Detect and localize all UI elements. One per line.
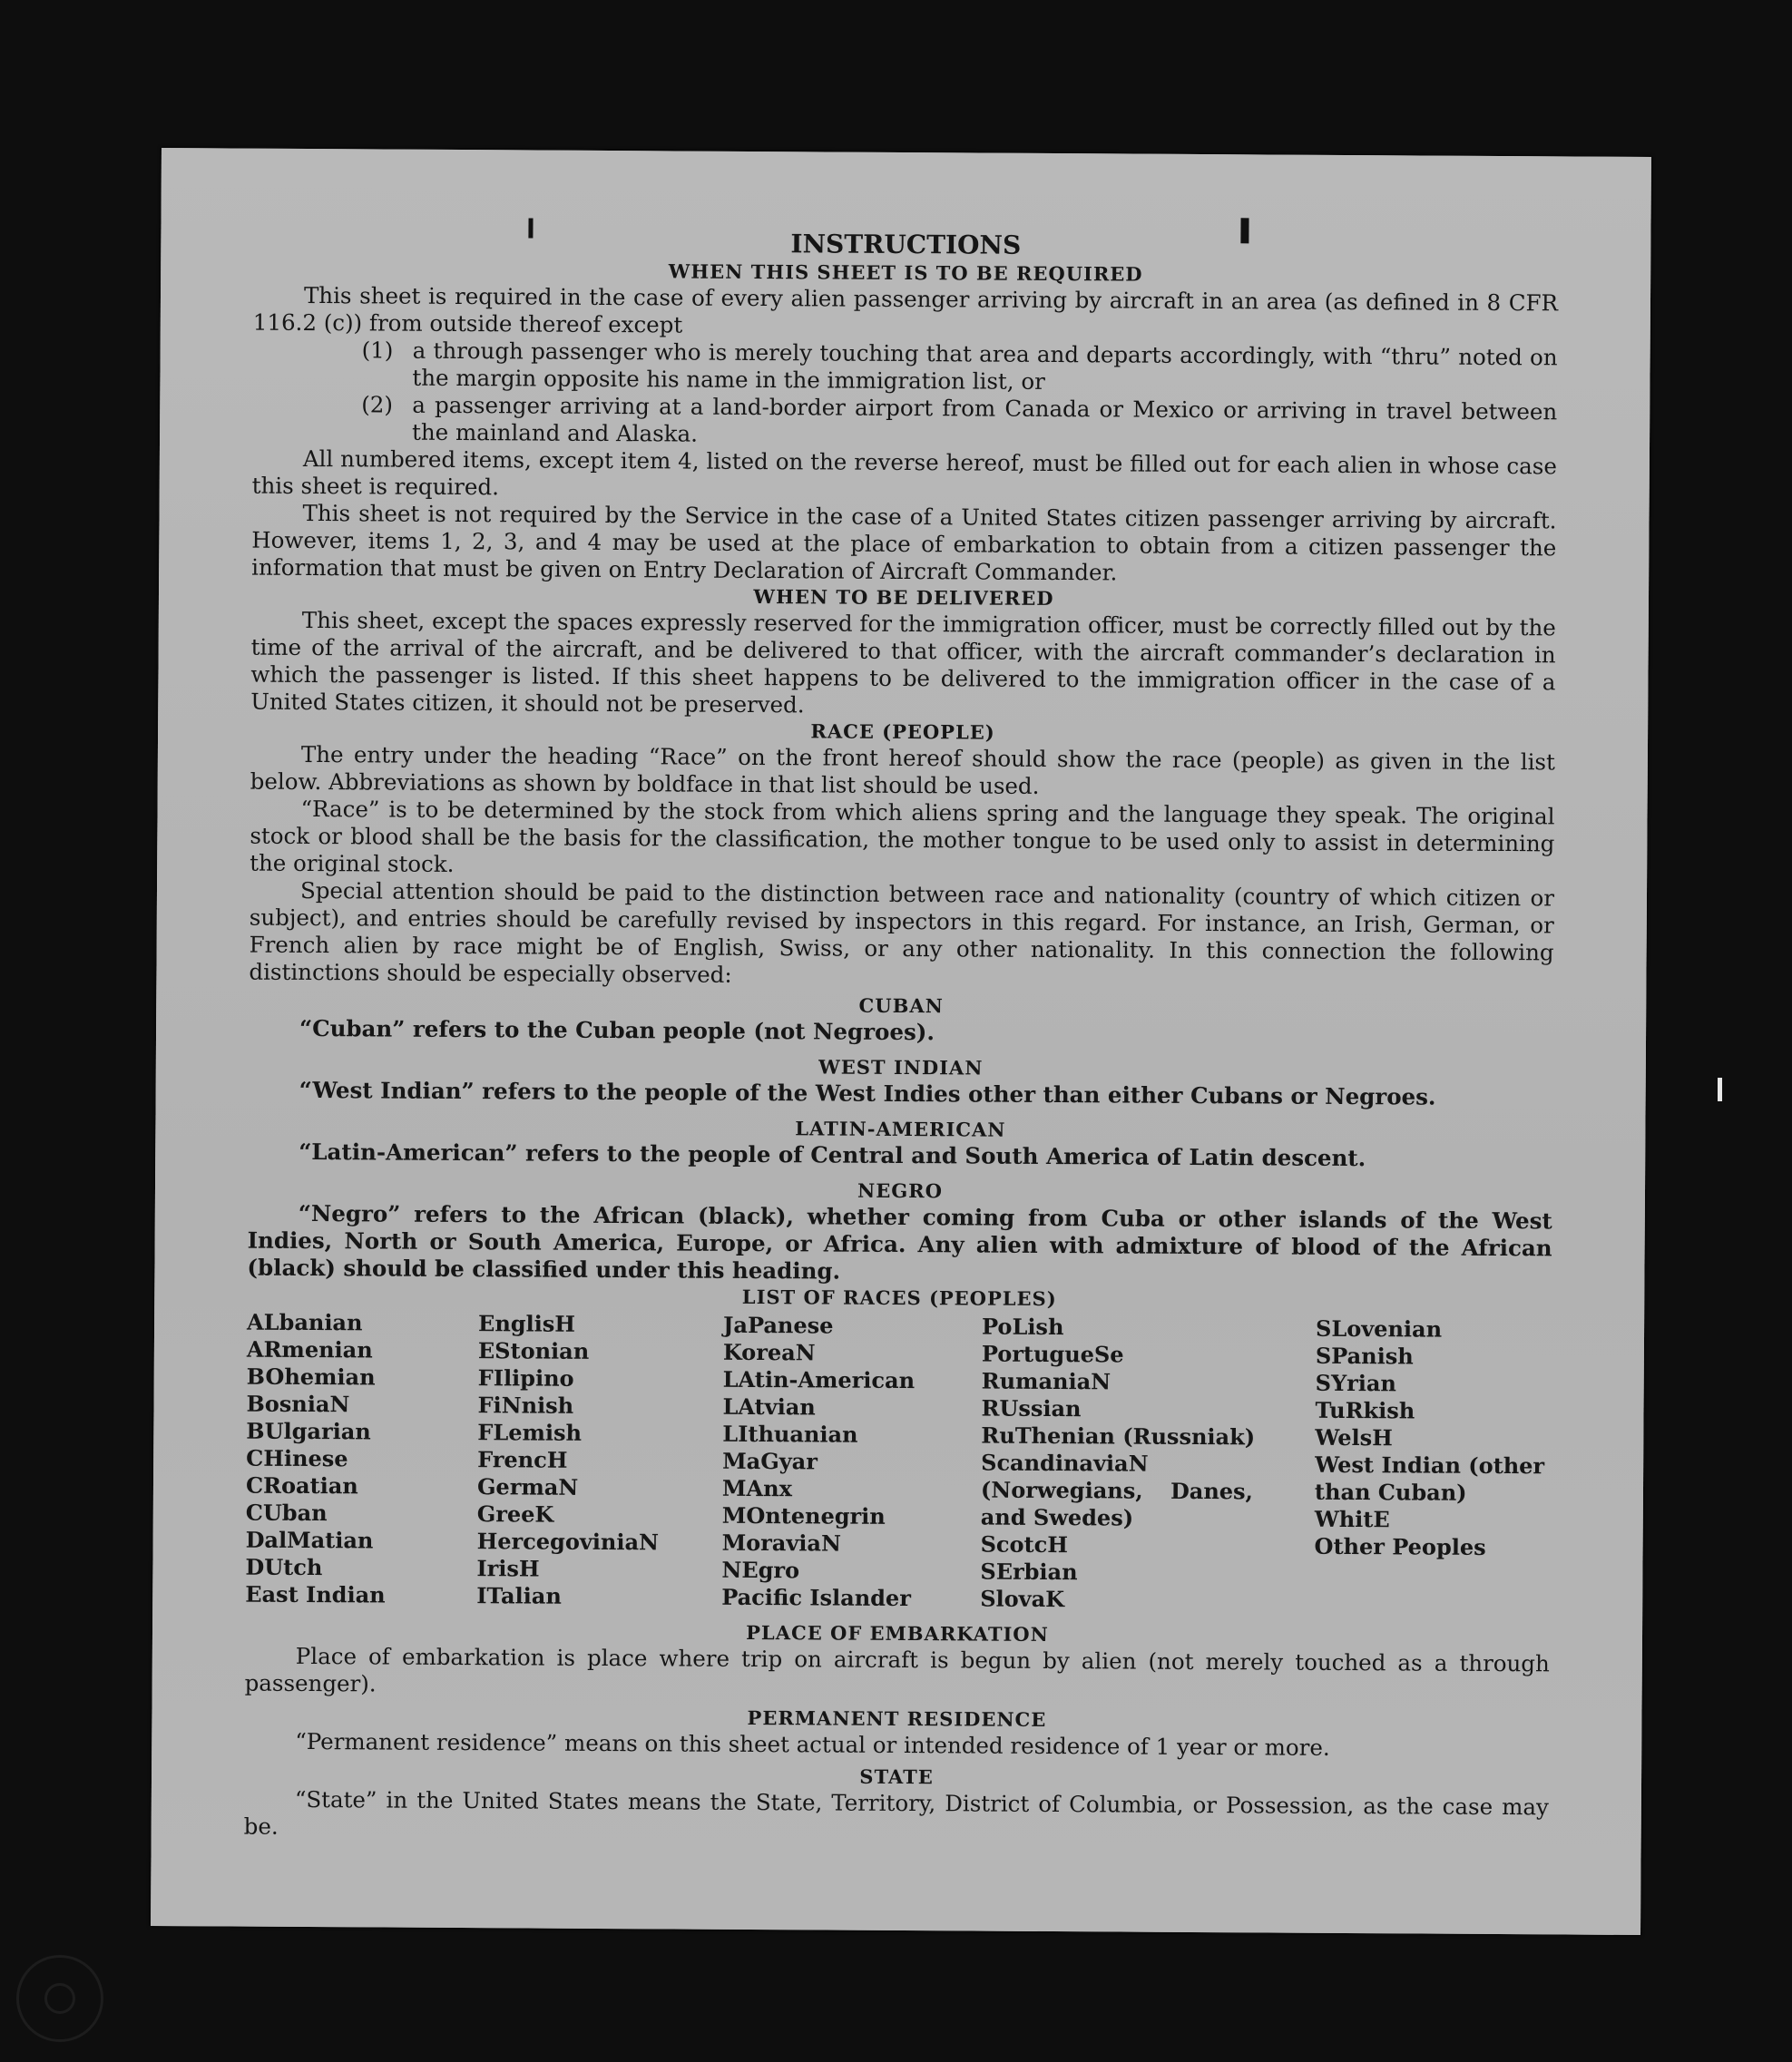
race-entry: LAtin-American — [722, 1365, 916, 1394]
races-column-2 — [476, 1310, 723, 1611]
heading-list-of-races: LIST OF RACES (PEOPLES) — [741, 1285, 1057, 1311]
race-entry: MoraviaN — [721, 1529, 842, 1557]
race-entry: West Indian (other than Cuban) — [1314, 1451, 1545, 1506]
negro-text: “Negro” refers to the African (black), whether coming from Cuba or other islands of the West Indies, North or South America, Europe, or Africa. Any alien with admixture of blood of the African (black) should be classified under this heading. — [247, 1199, 1552, 1285]
race-entry: ARmenian — [246, 1335, 373, 1363]
instructions-content — [244, 226, 1559, 1849]
race-entry: GermaN — [476, 1473, 579, 1500]
exception-item — [361, 337, 1557, 398]
race-entry: RumaniaN — [981, 1367, 1111, 1395]
races-table — [245, 1309, 1552, 1617]
exception-text: a through passenger who is merely touching that area and departs accordingly, with “thru” noted on the margin opposite his name in the immigration list, or — [412, 337, 1558, 395]
when-delivered-text: This sheet, except the spaces expressly reserved for the immigration officer, must be correctly filled out by the time of the arrival of the aircraft, and be delivered to that officer, with the aircraft commander’s declaration in which the passenger is listed. If this sheet happens to be delivered to the immigration officer in the case of a United States citizen, it should not be preserved. — [250, 606, 1556, 718]
race-entry: LIthuanian — [722, 1420, 858, 1448]
race-entry: EnglisH — [478, 1310, 576, 1337]
race-paragraph-2: “Race” is to be determined by the stock from which aliens spring and the language they speak. The original stock or blood shall be the basis for the classification, the mother tongue to be used only to assist in determining the original stock. — [250, 795, 1555, 877]
film-scratch — [1718, 1078, 1722, 1101]
citizen-paragraph: This sheet is not required by the Service in the case of a United States citizen passenger arriving by aircraft. However, items 1, 2, 3, and 4 may be used at the place of embarkation to obtain from a citizen passenger the information that must be given on Entry Declaration of Aircraft Commander. — [251, 499, 1557, 586]
races-column-3 — [721, 1312, 982, 1613]
race-entry: TuRkish — [1315, 1396, 1415, 1424]
race-entry: ScotcH — [980, 1530, 1069, 1559]
registration-mark — [1240, 218, 1249, 243]
heading-latin-american: LATIN-AMERICAN — [795, 1117, 1006, 1141]
race-entry: BOhemian — [246, 1363, 376, 1391]
race-entry: GreeK — [476, 1500, 554, 1528]
exception-number: (2) — [361, 391, 394, 418]
race-entry: FIlipino — [477, 1364, 574, 1392]
race-entry: LAtvian — [722, 1393, 816, 1421]
race-entry: SErbian — [980, 1558, 1078, 1586]
exceptions-list — [252, 337, 1558, 454]
race-entry: ITalian — [476, 1582, 562, 1609]
races-column-4 — [980, 1314, 1316, 1615]
page-title: INSTRUCTIONS — [790, 229, 1022, 260]
race-entry: HercegoviniaN — [476, 1528, 660, 1556]
race-entry: KoreaN — [722, 1338, 816, 1366]
exception-item — [361, 391, 1557, 453]
race-entry: JaPanese — [722, 1311, 834, 1339]
race-paragraph-1: The entry under the heading “Race” on the front hereof should show the race (people) as given in the list below. Abbreviations as shown by boldface in that list should be used. — [250, 740, 1555, 799]
heading-race: RACE (PEOPLE) — [810, 719, 995, 744]
document-sheet — [151, 148, 1651, 1935]
race-entry: EStonian — [477, 1337, 590, 1364]
cuban-text: “Cuban” refers to the Cuban people (not Negroes). — [299, 1014, 935, 1046]
latin-american-text: “Latin-American” refers to the people of Central and South America of Latin descent. — [299, 1138, 1366, 1172]
race-entry: RUssian — [981, 1394, 1082, 1422]
heading-cuban: CUBAN — [858, 993, 944, 1018]
race-entry: ScandinaviaN (Norwegians, Danes, and Swedes) — [980, 1449, 1254, 1531]
races-column-1 — [245, 1309, 478, 1610]
race-entry: RuThenian (Russniak) — [981, 1422, 1256, 1451]
numbered-items-paragraph: All numbered items, except item 4, listed on the reverse hereof, must be filled out for each alien in whose case this sheet is required. — [251, 445, 1557, 501]
race-entry: SlovaK — [980, 1585, 1065, 1613]
race-entry: BUlgarian — [246, 1417, 371, 1445]
race-entry: Other Peoples — [1314, 1532, 1486, 1560]
race-entry: FrencH — [477, 1446, 568, 1473]
race-entry: CHinese — [246, 1444, 348, 1472]
race-entry: DalMatian — [245, 1526, 374, 1554]
registration-mark — [528, 218, 533, 238]
state-text: “State” in the United States means the State, Territory, District of Columbia, or Possession, as the case may be. — [243, 1785, 1549, 1840]
race-entry: NEgro — [721, 1556, 800, 1584]
race-paragraph-3: Special attention should be paid to the distinction between race and nationality (country of which citizen or subject), and entries should be carefully revised by inspectors in this regard. For instance, an Irish, German, or French alien by race might be of English, Swiss, or any other nationality. In this connection the following distinctions should be especially observed: — [249, 876, 1555, 988]
exception-number: (1) — [361, 337, 394, 364]
when-required-intro: This sheet is required in the case of every alien passenger arriving by aircraft in an area (as defined in 8 CFR 116.2 (c)) from outside thereof except — [252, 281, 1559, 338]
heading-place-of-embarkation: PLACE OF EMBARKATION — [746, 1620, 1049, 1647]
race-entry: ALbanian — [247, 1308, 363, 1336]
exception-text: a passenger arriving at a land-border airport from Canada or Mexico or arriving in travel between the mainland and Alaska. — [412, 391, 1558, 447]
race-entry: PoLish — [981, 1313, 1064, 1341]
place-of-embarkation-text: Place of embarkation is place where trip on aircraft is begun by alien (not merely touched as a through passenger). — [244, 1642, 1550, 1697]
race-entry: East Indian — [245, 1580, 386, 1608]
race-entry: MOntenegrin — [721, 1501, 886, 1529]
heading-permanent-residence: PERMANENT RESIDENCE — [747, 1705, 1047, 1731]
race-entry: SLovenian — [1315, 1314, 1443, 1343]
race-entry: CUban — [245, 1499, 328, 1527]
race-entry: MaGyar — [722, 1447, 818, 1475]
race-entry: CRoatian — [245, 1471, 358, 1500]
race-entry: WhitE — [1314, 1505, 1390, 1533]
race-entry: SYrian — [1315, 1369, 1397, 1397]
race-entry: BosniaN — [246, 1390, 350, 1418]
race-entry: WelsH — [1315, 1423, 1394, 1451]
film-reel-mark — [16, 1955, 103, 2042]
permanent-residence-text: “Permanent residence” means on this sheet actual or intended residence of 1 year or more. — [295, 1727, 1330, 1761]
heading-state: STATE — [859, 1764, 934, 1789]
heading-west-indian: WEST INDIAN — [818, 1055, 984, 1080]
heading-negro: NEGRO — [857, 1178, 944, 1203]
race-entry: FiNnish — [477, 1392, 574, 1419]
heading-when-required: WHEN THIS SHEET IS TO BE REQUIRED — [668, 259, 1143, 286]
race-entry: IrisH — [476, 1555, 540, 1582]
race-entry: DUtch — [245, 1553, 323, 1581]
heading-when-delivered: WHEN TO BE DELIVERED — [753, 584, 1054, 611]
race-entry: Pacific Islander — [721, 1583, 911, 1612]
race-entry: SPanish — [1315, 1342, 1414, 1370]
west-indian-text: “West Indian” refers to the people of the West Indies other than either Cubans or Negroes. — [299, 1076, 1436, 1110]
race-entry: FLemish — [477, 1419, 583, 1446]
race-entry: MAnx — [721, 1474, 793, 1502]
race-entry: PortugueSe — [981, 1340, 1124, 1368]
races-column-5 — [1314, 1315, 1552, 1617]
